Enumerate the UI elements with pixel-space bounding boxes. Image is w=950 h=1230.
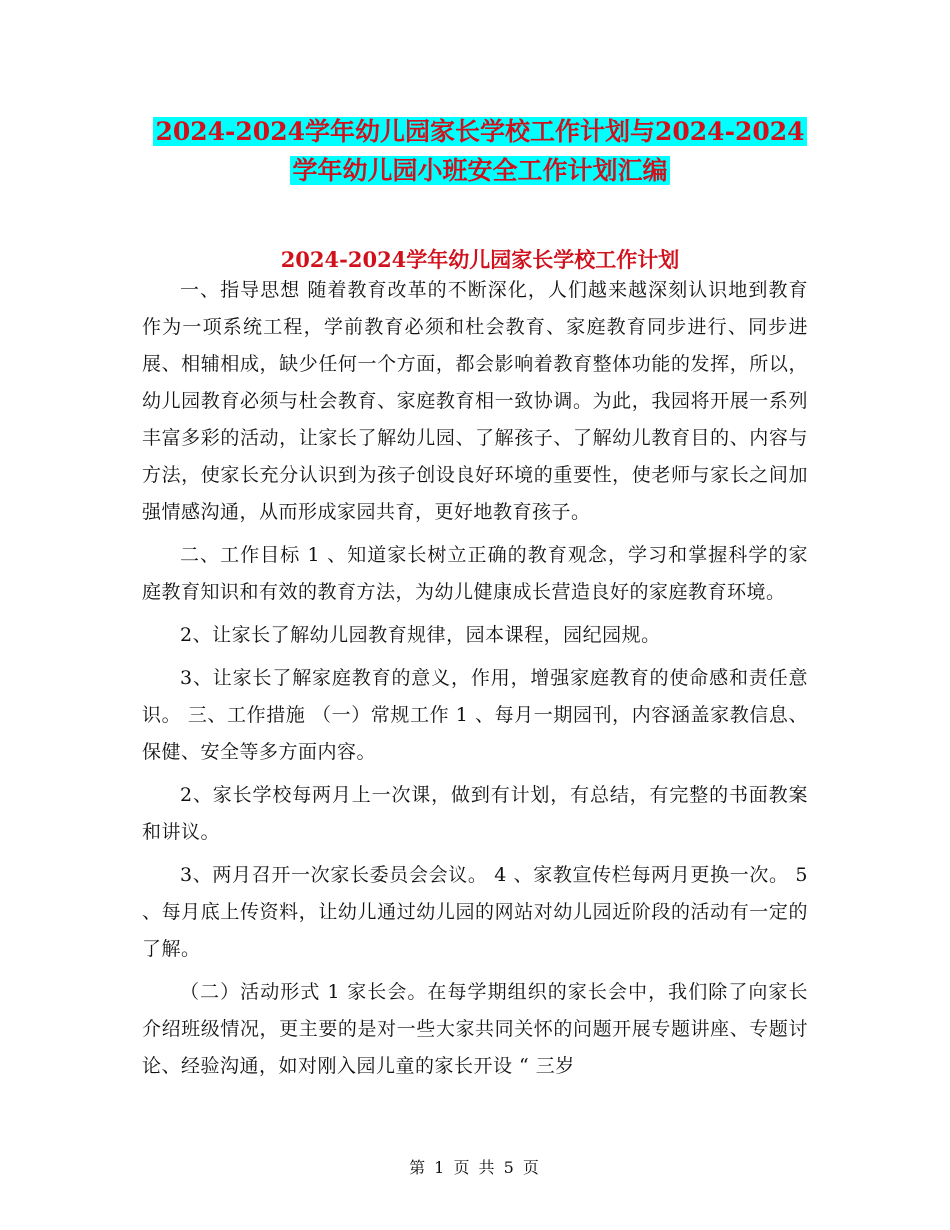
- page-footer: 第 1 页 共 5 页: [409, 1158, 541, 1177]
- title-line-2: 学年幼儿园小班安全工作计划汇编: [292, 156, 668, 185]
- paragraph: 3、让家长了解家庭教育的意义，作用，增强家庭教育的使命感和责任意识。 三、工作措施 （一）常规工作 1 、每月一期园刊，内容涵盖家教信息、保健、安全等多方面内容。: [142, 667, 808, 763]
- title-line-1: 2024-2024学年幼儿园家长学校工作计划与2024-2024: [155, 117, 805, 146]
- paragraph: 一、指导思想 随着教育改革的不断深化，人们越来越深刻认识地到教育作为一项系统工程，学前教育必须和杜会教育、家庭教育同步进行、同步进展、相辅相成，缺少任何一个方面，都会影响着教育整体功能的发挥，所以，幼儿园教育必须与杜会教育、家庭教育相一致协调。为此，我园将开展一系列丰富多彩的活动，让家长了解幼儿园、了解孩子、了解幼儿教育目的、内容与方法，使家长充分认识到为孩子创设良好环境的重要性，使老师与家长之间加强情感沟通，从而形成家园共育，更好地教育孩子。: [142, 279, 808, 523]
- paragraph: （二）活动形式 1 家长会。在每学期组织的家长会中，我们除了向家长介绍班级情况，更主要的是对一些大家共同关怀的问题开展专题讲座、专题讨论、经验沟通，如对刚入园儿童的家长开设 “ 三岁: [142, 981, 808, 1077]
- paragraph: 2、家长学校每两月上一次课，做到有计划，有总结，有完整的书面教案和讲议。: [142, 784, 808, 843]
- document-title: [140, 112, 820, 190]
- paragraph: 二、工作目标 1 、知道家长树立正确的教育观念，学习和掌握科学的家庭教育知识和有效的教育方法，为幼儿健康成长营造良好的家庭教育环境。: [142, 544, 808, 603]
- paragraph: 3、两月召开一次家长委员会会议。 4 、家教宣传栏每两月更换一次。 5 、每月底上传资料，让幼儿通过幼儿园的网站对幼儿园近阶段的活动有一定的了解。: [142, 864, 808, 960]
- document-body: [142, 272, 808, 1091]
- section-title: 2024-2024学年幼儿园家长学校工作计划: [280, 247, 680, 272]
- paragraph: 2、让家长了解幼儿园教育规律，园本课程，园纪园规。: [180, 624, 661, 646]
